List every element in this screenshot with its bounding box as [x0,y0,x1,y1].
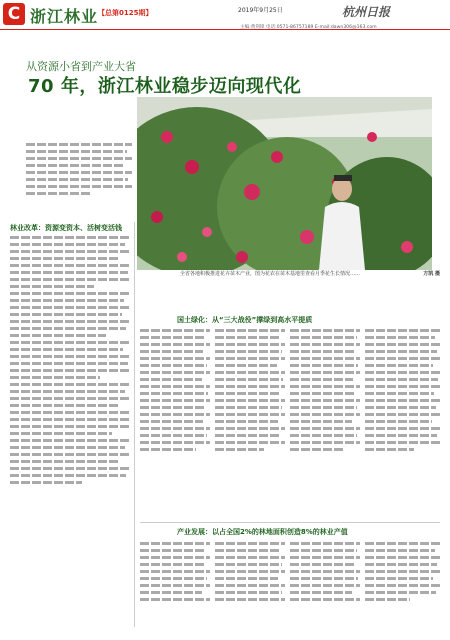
column-divider [134,222,135,627]
photo-caption [180,271,440,278]
caption-text: 全省各地积极推进花卉苗木产业，图为花农在苗木基地里查看月季花生长情况…… [180,271,361,277]
subheading-ecology: 国土绿化：从“三大战役”撑绿到高水平提质 [177,316,313,324]
article-kicker: 从资源小省到产业大省 [26,60,136,73]
column-6 [140,538,210,633]
greenhouse-roses-image [137,97,432,270]
column-2 [140,325,210,520]
subheading-industry: 产业发展：以占全国2%的林地面积创造8%的林业产值 [177,528,348,536]
contact-line: 主编:黄剑锋 电话:0571-86757189 E-mail:dawn306@163.com [240,25,377,30]
column-9 [365,538,440,633]
section-title: 浙江林业 [30,7,99,26]
column-3 [215,325,285,520]
section-title-reform: 林业改革：资源变资本、活树变活钱 [10,224,122,232]
article-lead [26,139,132,219]
publish-date: 2019年9月25日 [238,7,283,14]
section-divider [140,522,440,523]
issue-number: 【总第0125期】 [98,9,153,17]
section-letter: C [3,3,25,25]
article-headline: 70 年，浙江林业稳步迈向现代化 [28,76,302,97]
column-5 [365,325,440,520]
column-4 [290,325,360,520]
column-8 [290,538,360,633]
newspaper-logo: 杭州日报 [342,5,391,19]
hero-photo [137,97,432,270]
column-7 [215,538,285,633]
left-column [10,222,130,627]
page-header [0,0,450,30]
photo-credit: 方凯 摄 [423,271,440,277]
